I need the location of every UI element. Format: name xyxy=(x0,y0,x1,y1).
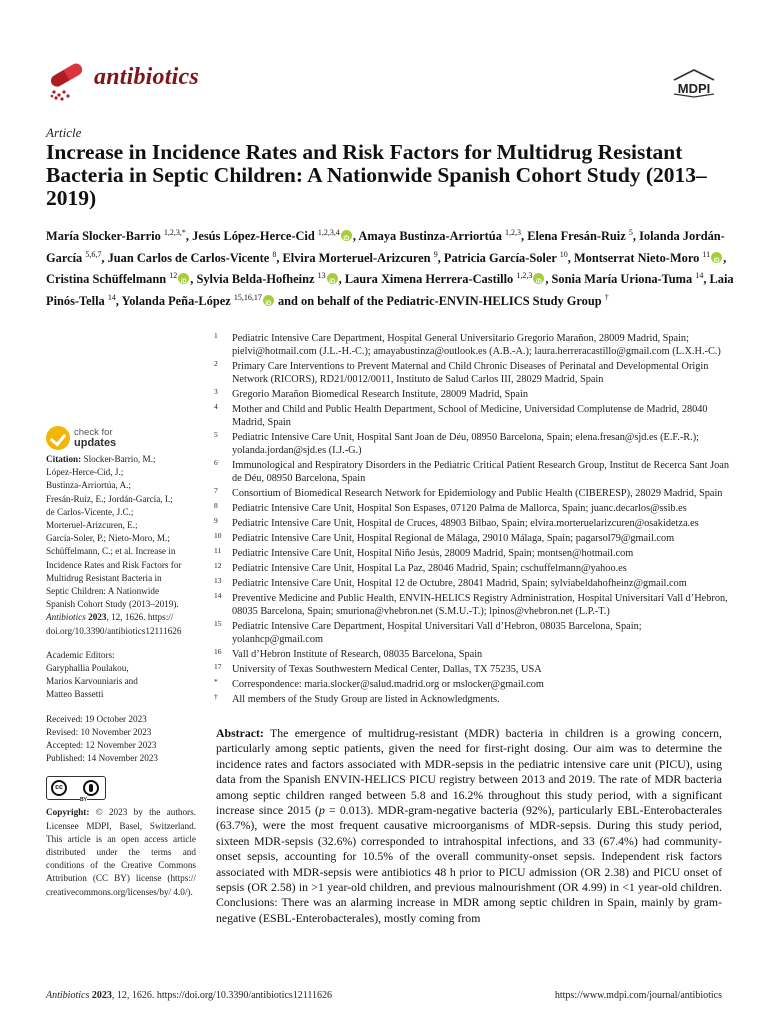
citation-line: Septic Children: A Nationwide xyxy=(46,586,160,597)
affiliation-text: Pediatric Intensive Care Unit, Hospital La Paz, 28046 Madrid, Spain; cschuffelmann@yahoo.es xyxy=(232,563,627,574)
affiliation-item xyxy=(210,678,730,691)
affiliation-item xyxy=(210,663,730,676)
affiliation-number: 1 xyxy=(214,331,218,340)
date-accepted: Accepted: 12 November 2023 xyxy=(46,740,157,751)
author-affiliation-marker: 14 xyxy=(695,271,704,280)
affiliation-item xyxy=(210,547,730,560)
orcid-icon[interactable] xyxy=(178,273,189,284)
capsule-icon xyxy=(44,60,90,102)
author-entry xyxy=(192,229,358,243)
abstract-text-part1: The emergence of multidrug-resistant (MDR) bacteria in children is a growing concern, particularly among septic patients, given the need for first-right dosing. Our aim was to determine the incidence rates and factors associated with MDR-sepsis in the pediatric intensive care unit (PICU), using data from the Spanish ENVIN-HELICS PICU registry between 2013 and 2019. The rate of MDR bacteria among septic children ranged between 5.8 and 16.2% throughout this study period, with a significant increase since 2015 ( xyxy=(216,726,722,818)
author-entry xyxy=(196,272,344,286)
affiliation-item xyxy=(210,577,730,590)
author-name[interactable]: Jesús López-Herce-Cid xyxy=(192,229,315,243)
cc-icon: cc xyxy=(51,780,67,796)
author-affiliation-marker: 1,2,3,* xyxy=(163,228,186,237)
author-name[interactable]: Patricia García-Soler xyxy=(443,250,557,265)
editors-label: Academic Editors: xyxy=(46,649,115,660)
author-affiliation-marker: 13 xyxy=(317,271,326,280)
author-entry xyxy=(527,229,639,243)
citation-line: García-Soler, P.; Nieto-Moro, M.; xyxy=(46,533,170,544)
affiliation-text: Vall d’Hebron Institute of Research, 08035 Barcelona, Spain xyxy=(232,649,483,660)
author-separator: , xyxy=(521,229,528,243)
author-affiliation-marker: 14 xyxy=(107,292,116,302)
journal-name: antibiotics xyxy=(94,64,199,90)
affiliation-number: 17 xyxy=(214,662,222,671)
orcid-icon[interactable] xyxy=(327,273,338,284)
affiliation-text: Preventive Medicine and Public Health, ENVIN-HELICS Registry Administration, Hospital Universitari Vall d’Hebron, 08035 Barcelona, Spain; smuriona@vhebron.net (S.M.U.-T.); lpinos@vhebron.net (L.P.-T.) xyxy=(232,593,728,617)
author-separator: , xyxy=(437,250,444,265)
affiliation-item xyxy=(210,459,730,485)
author-list xyxy=(46,224,736,310)
affiliation-text: Immunological and Respiratory Disorders in the Pediatric Critical Patient Research Group, Institut de Recerca Sant Joan de Déu, 08950 Barcelona, Spain xyxy=(232,460,729,484)
affiliation-text: Pediatric Intensive Care Unit, Hospital Regional de Málaga, 29010 Málaga, Spain; pagarsol79@gmail.com xyxy=(232,533,675,544)
affiliation-number: 15 xyxy=(214,619,222,628)
affiliation-text: Pediatric Intensive Care Unit, Hospital 12 de Octubre, 28041 Madrid, Spain; sylviabeldahofheinz@gmail.com xyxy=(232,578,687,589)
check-icon xyxy=(46,426,70,450)
affiliation-number: 2 xyxy=(214,359,218,368)
article-title: Increase in Incidence Rates and Risk Factors for Multidrug Resistant Bacteria in Septic Children: A Nationwide Spanish Cohort Study (2013–2019) xyxy=(46,140,707,210)
citation-line: Bustinza-Arriortúa, A.; xyxy=(46,480,131,491)
affiliation-number: 11 xyxy=(214,546,222,555)
author-affiliation-marker: 1,2,3 xyxy=(505,228,521,237)
author-affiliation-marker: 8 xyxy=(272,249,277,259)
author-separator: , xyxy=(101,250,108,265)
affiliation-number: 16 xyxy=(214,647,222,656)
author-name[interactable]: Montserrat Nieto-Moro xyxy=(573,250,700,265)
mdpi-text: MDPI xyxy=(677,81,711,96)
author-separator: , xyxy=(338,272,345,286)
orcid-icon[interactable] xyxy=(711,252,722,263)
author-affiliation-marker: † xyxy=(604,292,609,302)
author-entry xyxy=(278,294,609,308)
affiliation-item xyxy=(210,431,730,457)
author-name[interactable]: Amaya Bustinza-Arriortúa xyxy=(358,229,502,243)
citation-line: Fresán-Ruiz, E.; Jordán-García, I.; xyxy=(46,493,173,504)
by-label: BY xyxy=(80,794,87,807)
affiliation-text: All members of the Study Group are listed in Acknowledgments. xyxy=(232,694,500,705)
author-entry xyxy=(283,251,444,265)
author-entry xyxy=(444,251,574,265)
author-name[interactable]: Laia Pinós-Tella xyxy=(46,272,734,308)
dates-block xyxy=(46,713,196,766)
affiliation-text: Primary Care Interventions to Prevent Maternal and Child Chronic Diseases of Perinatal and Developmental Origin Network (RICORS), RD21/0012/0011, Instituto de Salud Carlos III, 28029 Madrid, Spain xyxy=(232,361,709,385)
affiliation-text: Pediatric Intensive Care Department, Hospital Universitari Vall d’Hebron, 08035 Barcelona, Spain; yolanhcp@gmail.com xyxy=(232,621,642,645)
author-name[interactable]: María Slocker-Barrio xyxy=(46,229,161,243)
affiliation-number: 12 xyxy=(214,561,222,570)
author-entry xyxy=(358,229,527,243)
affiliation-text: University of Texas Southwestern Medical Center, Dallas, TX 75235, USA xyxy=(232,664,542,675)
affiliation-item xyxy=(210,592,730,618)
affiliation-number: * xyxy=(214,677,218,686)
affiliation-item xyxy=(210,517,730,530)
author-entry xyxy=(574,251,726,265)
affiliation-number: 13 xyxy=(214,576,222,585)
orcid-icon[interactable] xyxy=(263,295,274,306)
author-name[interactable]: Laura Ximena Herrera-Castillo xyxy=(344,272,514,286)
author-name[interactable]: Juan Carlos de Carlos-Vicente xyxy=(107,250,270,265)
author-affiliation-marker: 5,6,7 xyxy=(85,249,102,259)
editors-block xyxy=(46,649,196,702)
affiliation-text: Pediatric Intensive Care Unit, Hospital Sant Joan de Déu, 08950 Barcelona, Spain; elena.fresan@sjd.es (E.F.-R.); yolanda.jordan@sjd.es (I.J.-G.) xyxy=(232,432,700,456)
journal-logo xyxy=(44,60,234,102)
date-revised: Revised: 10 November 2023 xyxy=(46,726,152,737)
author-affiliation-marker: 15,16,17 xyxy=(233,292,262,302)
article-sidebar xyxy=(46,453,196,899)
citation-volume: , 12, 1626. https:// xyxy=(106,612,174,623)
author-separator: , xyxy=(723,250,727,265)
affiliation-item xyxy=(210,562,730,575)
copyright-text xyxy=(46,806,196,898)
editor-name: Garyphallia Poulakou, xyxy=(46,663,129,674)
author-separator: , xyxy=(352,229,359,243)
citation-line: Morteruel-Arizcuren, E.; xyxy=(46,520,138,531)
author-name[interactable]: Iolanda Jordán-García xyxy=(46,229,725,265)
affiliation-item xyxy=(210,532,730,545)
affiliation-item xyxy=(210,388,730,401)
affiliation-text: Gregorio Marañon Biomedical Research Institute, 28009 Madrid, Spain xyxy=(232,389,528,400)
copyright-label: Copyright: xyxy=(46,807,90,818)
author-affiliation-marker: 1,2,3 xyxy=(516,271,533,280)
author-separator: , xyxy=(567,250,574,265)
author-affiliation-marker: 11 xyxy=(702,249,711,259)
editor-name: Marios Karvouniaris and xyxy=(46,676,138,687)
affiliation-item xyxy=(210,403,730,429)
affiliation-number: 14 xyxy=(214,591,222,600)
affiliation-item xyxy=(210,648,730,661)
citation-label: Citation: xyxy=(46,454,82,464)
citation-line: Schüffelmann, C.; et al. Increase in xyxy=(46,546,176,557)
author-name[interactable]: Sylvia Belda-Hofheinz xyxy=(196,272,315,286)
affiliations-list xyxy=(210,332,730,708)
author-affiliation-marker: 5 xyxy=(628,228,633,237)
author-name[interactable]: and on behalf of the Pediatric-ENVIN-HELICS Study Group xyxy=(277,293,602,308)
author-separator: , xyxy=(276,250,283,265)
author-name[interactable]: Cristina Schüffelmann xyxy=(46,272,167,286)
abstract xyxy=(216,726,722,926)
citation-line: Incidence Rates and Risk Factors for xyxy=(46,559,182,570)
check-updates-line2: updates xyxy=(74,437,117,449)
abstract-label: Abstract: xyxy=(216,726,264,740)
date-received: Received: 19 October 2023 xyxy=(46,713,147,724)
abstract-text-part2: = 0.013). MDR-gram-negative bacteria (92%), particularly EBL-Enterobacterales (63.7%), were the most frequent causative microorganisms of MDR-sepsis. During this study period, sixteen MDR-sepsis (32.6%) corresponded to intrahospital infections, and 33 (67.4%) had community-onset sepsis, accounting for 10.5% of the overall community-onset sepsis. Independent risk factors associated with MDR-sepsis were antibiotics 48 h prior to PICU admission (OR 2.38) and PICU onset of sepsis (OR 2.58) in >1 year-old children, and previous malnourishment (OR 4.99) in <1 year-old children. Conclusions: There was an alarming increase in MDR among septic children in Spain, mainly by gram-negative (ESBL-Enterobacterales), mostly coming from xyxy=(216,803,723,925)
affiliation-text: Pediatric Intensive Care Unit, Hospital Son Espases, 07120 Palma de Mallorca, Spain; juanc.decarlos@ssib.es xyxy=(232,503,687,514)
affiliation-item xyxy=(210,693,730,706)
footer-journal: Antibiotics xyxy=(46,990,90,1001)
affiliation-number: 7 xyxy=(214,486,218,495)
author-separator: , xyxy=(185,229,193,243)
author-affiliation-marker: 9 xyxy=(433,249,438,259)
author-separator: , xyxy=(115,293,122,308)
affiliation-number: † xyxy=(214,692,218,701)
affiliation-number: 5 xyxy=(214,430,218,439)
orcid-icon[interactable] xyxy=(341,230,352,241)
citation-journal: Antibiotics xyxy=(46,612,86,623)
check-for-updates-button[interactable] xyxy=(46,426,166,452)
footer-citation xyxy=(46,990,332,1001)
citation-line: Slocker-Barrio, M.; xyxy=(83,454,156,464)
affiliation-number: 8 xyxy=(214,501,218,510)
affiliation-text: Mother and Child and Public Health Department, School of Medicine, Universidad Complutense de Madrid, 28040 Madrid, Spain xyxy=(232,404,708,428)
affiliation-text: Correspondence: maria.slocker@salud.madrid.org or mslocker@gmail.com xyxy=(232,679,544,690)
author-entry xyxy=(108,251,283,265)
author-name[interactable]: Elena Fresán-Ruiz xyxy=(527,229,626,243)
license-text: © 2023 by the authors. Licensee MDPI, Basel, Switzerland. This article is an open access article distributed under the terms and conditions of the Creative Commons Attribution (CC BY) license (https:// creativecommons.org/licenses/by/ 4.0/). xyxy=(46,807,196,897)
orcid-icon[interactable] xyxy=(533,273,544,284)
author-affiliation-marker: 10 xyxy=(559,249,568,259)
affiliation-number: 10 xyxy=(214,531,222,540)
affiliation-text: Pediatric Intensive Care Unit, Hospital de Cruces, 48903 Bilbao, Spain; elvira.morteruelarizcuren@osakidetza.es xyxy=(232,518,699,529)
editor-name: Matteo Bassetti xyxy=(46,689,104,700)
affiliation-item xyxy=(210,502,730,515)
author-name[interactable]: Sonia María Uriona-Tuma xyxy=(551,272,693,286)
affiliation-item xyxy=(210,487,730,500)
author-separator: , xyxy=(545,272,552,286)
mdpi-logo[interactable] xyxy=(668,68,720,98)
citation-line: de Carlos-Vicente, J.C.; xyxy=(46,506,134,517)
affiliation-text: Consortium of Biomedical Research Network for Epidemiology and Public Health (CIBERESP), 28029 Madrid, Spain xyxy=(232,488,723,499)
affiliation-number: 9 xyxy=(214,516,218,525)
cc-by-license-badge[interactable] xyxy=(46,776,106,804)
footer-journal-url[interactable]: https://www.mdpi.com/journal/antibiotics xyxy=(554,990,722,1001)
affiliation-item xyxy=(210,620,730,646)
citation-year: 2023 xyxy=(88,612,107,623)
author-separator: , xyxy=(703,272,710,286)
affiliation-number: 3 xyxy=(214,387,218,396)
author-entry xyxy=(46,229,192,243)
author-affiliation-marker: 12 xyxy=(169,271,178,280)
citation-block xyxy=(46,453,196,638)
citation-line: López-Herce-Cid, J.; xyxy=(46,467,124,478)
footer-year: 2023 xyxy=(91,990,112,1001)
citation-line: Spanish Cohort Study (2013–2019). xyxy=(46,599,179,610)
author-separator: , xyxy=(190,272,197,286)
footer-doi[interactable]: , 12, 1626. https://doi.org/10.3390/antibiotics12111626 xyxy=(111,990,333,1001)
author-entry xyxy=(122,294,278,308)
affiliation-number: 4 xyxy=(214,402,218,411)
author-name[interactable]: Yolanda Peña-López xyxy=(121,293,231,308)
affiliation-item xyxy=(210,332,730,358)
affiliation-item xyxy=(210,360,730,386)
author-separator: , xyxy=(632,229,640,243)
affiliation-text: Pediatric Intensive Care Department, Hospital General Universitario Gregorio Marañon, 28009 Madrid, Spain; pielvi@hotmail.com (J.L.-H.-C.); amayabustinza@outlook.es (A.B.-A.); laura.herreracastillo@gmail.com (L.X.H.-C.) xyxy=(232,333,721,357)
affiliation-text: Pediatric Intensive Care Unit, Hospital Niño Jesús, 28009 Madrid, Spain; montsen@hotmail.com xyxy=(232,548,634,559)
check-updates-line1: check for xyxy=(74,427,113,438)
affiliation-number: 6 xyxy=(214,458,218,467)
author-name[interactable]: Elvira Morteruel-Arizcuren xyxy=(282,250,431,265)
p-value-symbol: p xyxy=(318,803,325,818)
author-entry xyxy=(46,272,196,286)
author-affiliation-marker: 1,2,3,4 xyxy=(317,228,340,237)
citation-line: Multidrug Resistant Bacteria in xyxy=(46,572,162,583)
author-entry xyxy=(345,272,552,286)
citation-doi-link[interactable]: doi.org/10.3390/antibiotics12111626 xyxy=(46,625,182,636)
author-entry xyxy=(552,272,710,286)
date-published: Published: 14 November 2023 xyxy=(46,753,159,764)
article-type: Article xyxy=(46,125,82,140)
